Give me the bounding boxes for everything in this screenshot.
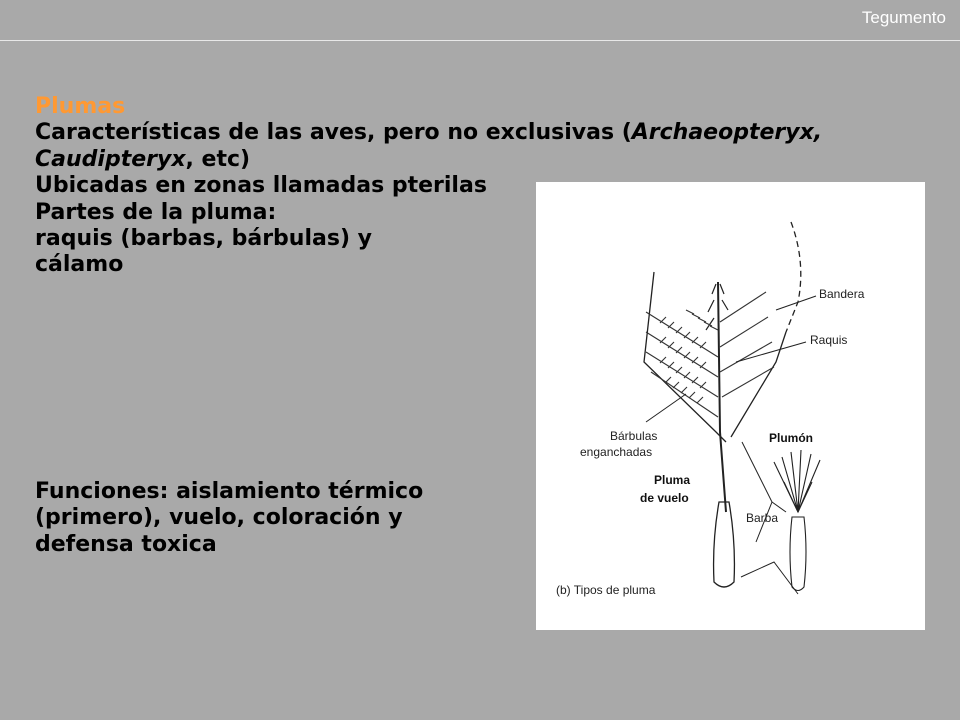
feather-illustration xyxy=(536,182,925,630)
body-line-1 xyxy=(35,120,915,146)
label-enganchadas: enganchadas xyxy=(580,445,653,459)
body-line-2-text: , etc) xyxy=(185,146,251,172)
body-line-1-italic: Archaeopteryx, xyxy=(631,120,823,146)
rachis-tip-barbs xyxy=(706,284,728,330)
label-raquis: Raquis xyxy=(810,333,848,347)
functions-line-2: (primero), vuelo, coloración y xyxy=(35,505,403,531)
feather-diagram xyxy=(536,182,925,630)
functions-paragraph xyxy=(35,479,423,558)
slide-section-title: Tegumento xyxy=(861,8,946,27)
calamus-shape xyxy=(714,502,735,587)
down-feather xyxy=(774,450,820,591)
body-line-3: Ubicadas en zonas llamadas pterilas xyxy=(35,173,487,199)
vane-outline-right xyxy=(731,332,786,437)
functions-line-1: Funciones: aislamiento térmico xyxy=(35,479,424,504)
body-line-5: raquis (barbas, bárbulas) y xyxy=(35,225,372,251)
header-divider xyxy=(0,40,960,41)
label-plumon: Plumón xyxy=(769,431,813,445)
label-bandera: Bandera xyxy=(819,287,865,301)
body-line-1-text: Características de las aves, pero no exclusivas ( xyxy=(35,120,632,146)
label-barbulas: Bárbulas xyxy=(610,429,658,443)
functions-line-3: defensa toxica xyxy=(35,531,217,557)
vane-outline-dashed xyxy=(786,222,801,332)
figure-caption: (b) Tipos de pluma xyxy=(556,583,656,597)
body-line-2 xyxy=(35,147,915,173)
barbs-right xyxy=(720,292,774,397)
label-barba: Barba xyxy=(746,511,779,525)
slide-heading: Plumas xyxy=(35,94,126,119)
barbs-left xyxy=(646,310,718,417)
label-de-vuelo: de vuelo xyxy=(640,491,689,505)
body-line-6: cálamo xyxy=(35,252,124,278)
label-pluma: Pluma xyxy=(654,473,691,487)
body-line-2-italic: Caudipteryx xyxy=(35,146,186,172)
body-line-4: Partes de la pluma: xyxy=(35,199,277,225)
